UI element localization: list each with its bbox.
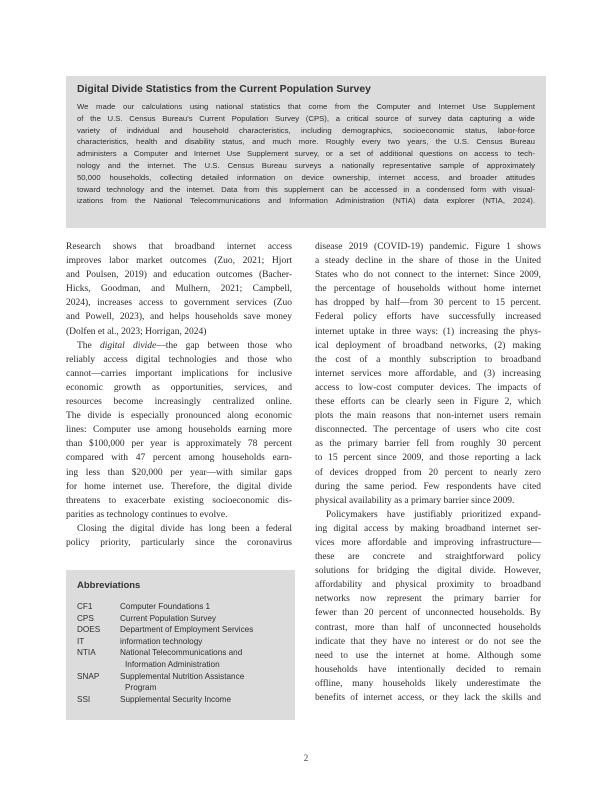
paragraph <box>66 240 292 339</box>
text-line: characteristics, health and disability status, and much more. Roughly every two years, the U.S. Census Bureau <box>77 137 535 147</box>
text-line: threatens to exacerbate existing socioeconomic dis- <box>66 495 292 506</box>
text-line: 2024), increases access to government services (Zuo <box>66 298 292 309</box>
abbreviation-definition <box>120 624 284 636</box>
abbreviation-row <box>77 694 284 706</box>
text-line: economic growth as opportunities, services, and <box>66 382 292 393</box>
abbreviation-code: IT <box>77 636 85 646</box>
text-line: has dropped by half—from 30 percent to 15 percent. <box>315 298 541 309</box>
definition-line: Program <box>125 683 157 693</box>
text-line: access to low-cost computer devices. The impacts of <box>315 382 541 393</box>
text-line: (Dolfen et al., 2023; Horrigan, 2024) <box>66 326 207 337</box>
text-line: cannot—carries important implications for inclusive <box>66 368 292 379</box>
text-line: networks now represent the primary barrier for <box>315 594 541 605</box>
text-line: solutions for bridging the digital divide. However, <box>315 566 541 577</box>
abbreviation-row <box>77 613 284 625</box>
text-line: internet services more affordable, and (3) increasing <box>315 368 541 379</box>
text-line: these efforts can be clearly seen in Figure 2, which <box>315 397 541 408</box>
abbreviation-definition <box>120 636 284 648</box>
text-line: physical availability as a primary barrier since 2009. <box>315 495 515 506</box>
text-line: States who do not connect to the internet: Since 2009, <box>315 270 541 281</box>
abbreviation-row <box>77 601 284 613</box>
text-line: parities as technology continues to evolve. <box>66 509 228 520</box>
text-line: need to use the internet at home. Although some <box>315 650 541 661</box>
text-line: nology and the internet. The U.S. Census Bureau surveys a nationally representative sample of approximately <box>77 160 535 170</box>
text-line: fewer than 20 percent of unconnected households. By <box>315 608 541 619</box>
abbreviation-row <box>77 647 284 670</box>
text-line: during the same period. Few respondents have cited <box>315 481 541 492</box>
abbreviation-definition <box>120 694 284 706</box>
text-line: vices more affordable and improving infrastructure— <box>315 537 541 548</box>
emphasis-term: digital divide <box>100 340 157 351</box>
abbreviation-definition <box>120 601 284 613</box>
abbreviation-code: SNAP <box>77 671 100 681</box>
text-line: of devices dropped from 20 percent to nearly zero <box>315 467 541 478</box>
abbreviation-code: CF1 <box>77 602 93 611</box>
text-line: and Powell, 2023), and helps households save money <box>66 312 292 323</box>
left-column <box>66 240 292 550</box>
text-line: Federal policy efforts have successfully increased <box>315 312 541 323</box>
abbreviation-code: DOES <box>77 625 101 635</box>
text-line: ical deployment of broadband networks, (2) making <box>315 340 541 351</box>
text-line: izations from the National Telecommunications and Information Administration (NTIA) data explorer (NTIA, 2024). <box>77 196 535 206</box>
definition-line: Supplemental Security Income <box>120 694 232 704</box>
definition-line: Department of Employment Services <box>120 625 254 635</box>
text-line: of the U.S. Census Bureau's Current Population Survey (CPS), a critical source of survey data capturing a wide <box>77 113 535 123</box>
text-line: resources become increasingly centralized online. <box>66 397 292 408</box>
abbreviations-box <box>66 570 295 720</box>
text-line: ing digital access by making broadband internet ser- <box>315 523 541 534</box>
callout-body <box>77 101 535 207</box>
abbreviations-list <box>77 601 284 705</box>
abbreviation-row <box>77 636 284 648</box>
callout-title: Digital Divide Statistics from the Current Population Survey <box>77 84 371 95</box>
text-line: Research shows that broadband internet access <box>66 242 292 252</box>
callout-box <box>66 76 546 228</box>
paragraph <box>66 522 292 550</box>
text-line: The digital divide—the gap between those who <box>77 340 293 351</box>
paragraph <box>66 339 292 522</box>
text-line: toward technology and the internet. Data from this supplement can be accessed in a condensed form with visual- <box>77 184 535 194</box>
text-line: than $100,000 per year is approximately 78 percent <box>66 439 292 450</box>
text-line: reliably access digital technologies and those who <box>66 354 292 365</box>
text-line: variety of individual and household characteristics, including demographics, socioeconomic status, labor-force <box>77 125 535 135</box>
text-line: plots the main reasons that non-internet users remain <box>315 411 541 422</box>
text-line: and Poulsen, 2019) and education outcomes (Bacher- <box>66 270 292 281</box>
abbreviation-code: CPS <box>77 613 94 623</box>
text-line: internet uptake in three ways: (1) increasing the phys- <box>315 326 541 337</box>
page-number: 2 <box>303 753 309 763</box>
text-line: policy priority, particularly since the coronavirus <box>66 537 292 548</box>
text-line: disconnected. The percentage of users who cite cost <box>315 425 541 436</box>
text-line: the percentage of households without home internet <box>315 284 541 295</box>
definition-line: Current Population Survey <box>120 613 217 623</box>
text-line: for home internet use. Therefore, the digital divide <box>66 481 292 492</box>
text-line: as the primary barrier fell from roughly 30 percent <box>315 439 541 450</box>
text-line: The divide is especially pronounced along economic <box>66 411 292 422</box>
text-line: a steady decline in the share of those in the United <box>315 256 541 267</box>
text-line: households have intentionally decided to remain <box>315 664 541 675</box>
text-line: offline, many households likely underestimate the <box>315 678 541 689</box>
text-line: benefits of internet access, or they lack the skills and <box>315 693 541 703</box>
text-line: Closing the digital divide has long been a federal <box>77 523 292 534</box>
text-line: improves labor market outcomes (Zuo, 2021; Hjort <box>66 256 292 267</box>
abbreviation-code: NTIA <box>77 648 96 658</box>
text-line: administers a Computer and Internet Use Supplement survey, or a set of additional questions on access to tech- <box>77 149 535 159</box>
text-line: these are concrete and straightforward policy <box>315 552 541 563</box>
abbreviation-code: SSI <box>77 694 91 704</box>
text-line: Hicks, Goodman, and Mulhern, 2021; Campbell, <box>66 284 292 295</box>
text-line: disease 2019 (COVID-19) pandemic. Figure 1 shows <box>315 242 541 252</box>
text-line: compared with 47 percent among households earn- <box>66 453 292 464</box>
text-line: to 15 percent since 2009, and those reporting a lack <box>315 453 541 464</box>
text-line: 50,000 households, collecting detailed information on device ownership, internet access, and broader attitudes <box>77 172 535 182</box>
right-column <box>315 240 541 705</box>
text-line: contrast, more than half of unconnected households <box>315 622 541 633</box>
text-line: lines: Computer use among households earning more <box>66 425 292 436</box>
abbreviation-row <box>77 671 284 694</box>
abbreviations-title: Abbreviations <box>77 580 141 591</box>
definition-line: Computer Foundations 1 <box>120 602 211 611</box>
text-line: We made our calculations using national statistics that come from the Computer and Internet Use Supplement <box>77 102 535 111</box>
text-line: indicate that they have no interest or do not see the <box>315 636 541 647</box>
paragraph <box>315 508 541 705</box>
definition-line: Supplemental Nutrition Assistance <box>120 671 245 681</box>
text-line: the cost of a monthly subscription to broadband <box>315 354 541 365</box>
text-line: Policymakers have justifiably prioritized expand- <box>326 509 541 520</box>
text-line: affordability and physical proximity to broadband <box>315 580 541 591</box>
abbreviation-definition <box>120 671 284 694</box>
abbreviation-definition <box>120 647 284 670</box>
definition-line: National Telecommunications and <box>120 648 243 658</box>
abbreviation-row <box>77 624 284 636</box>
paragraph <box>315 240 541 508</box>
definition-line: information technology <box>120 636 203 646</box>
abbreviation-definition <box>120 613 284 625</box>
definition-line: Information Administration <box>125 659 220 669</box>
text-line: ing less than $20,000 per year—with similar gaps <box>66 467 292 478</box>
